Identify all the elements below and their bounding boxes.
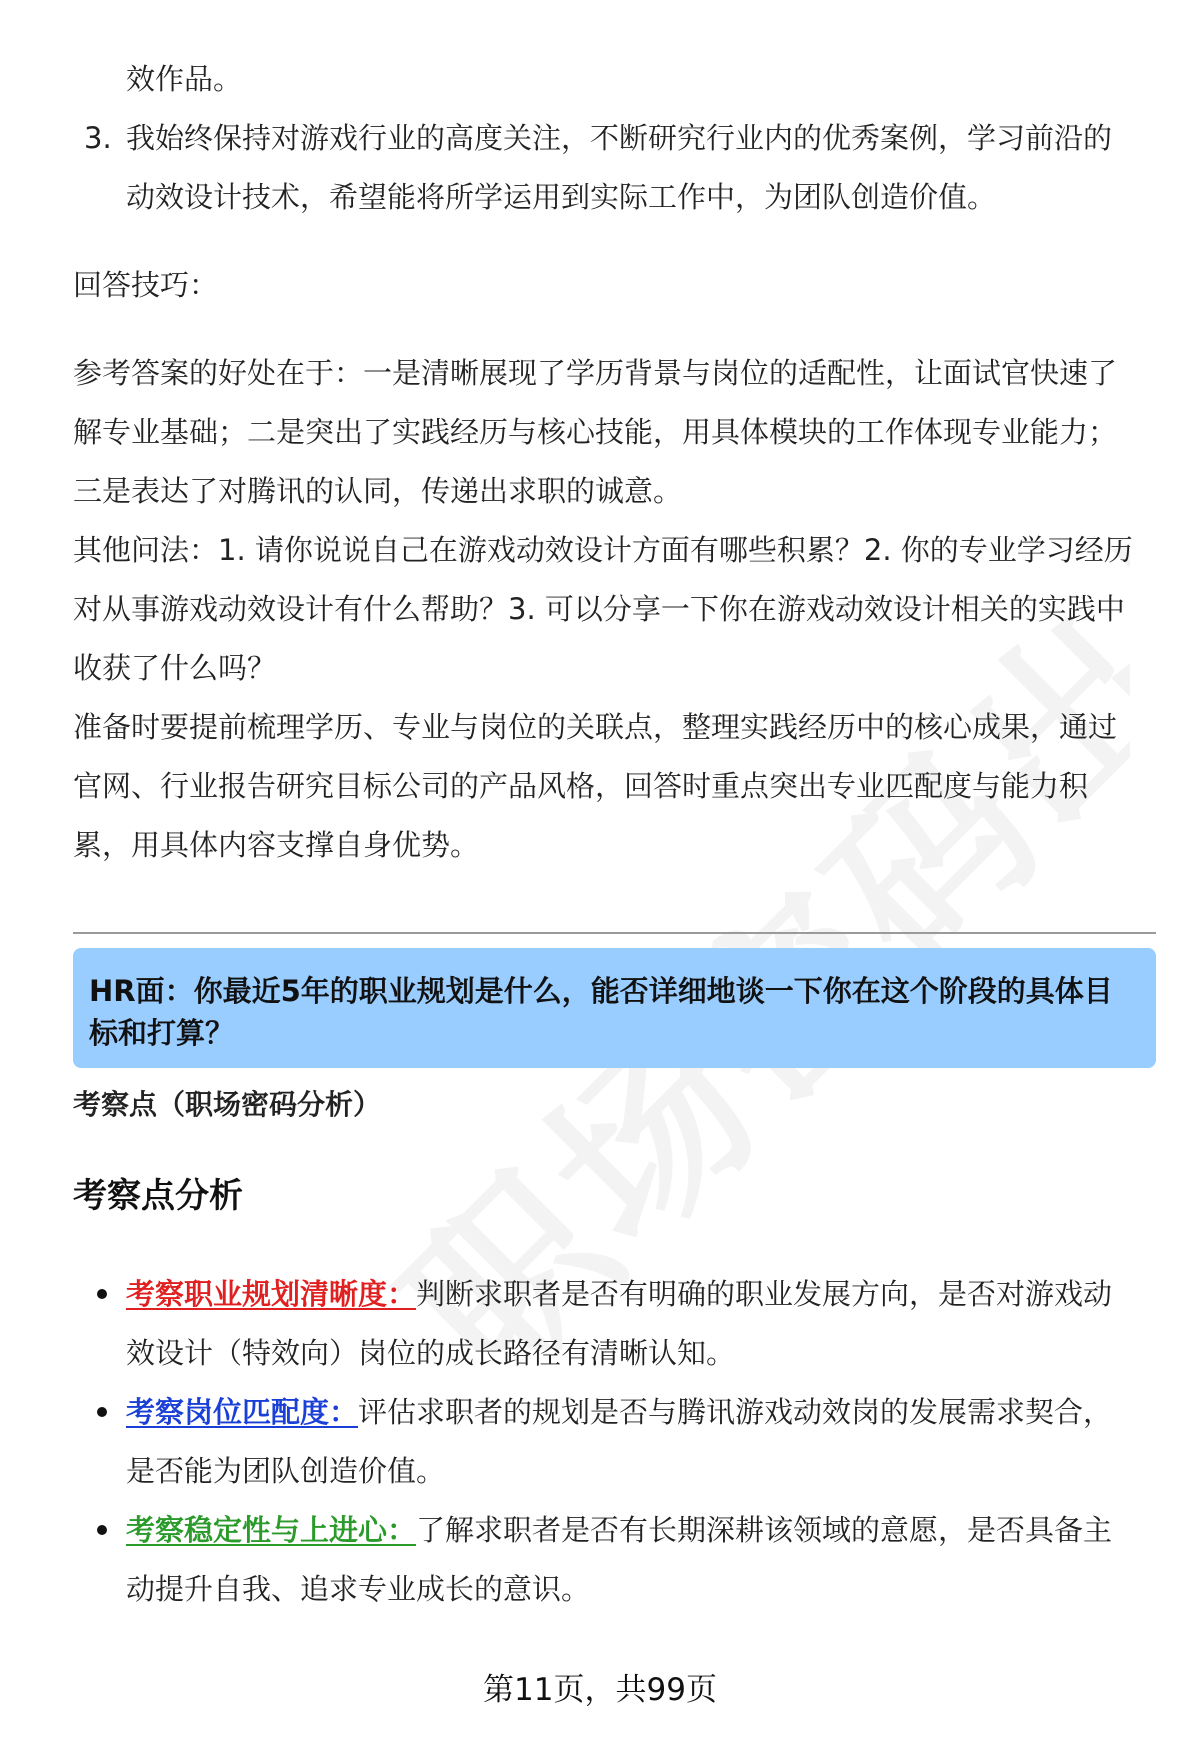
subtitle: 考察点（职场密码分析） bbox=[73, 1088, 382, 1121]
bullet-3-line-2: 动提升自我、追求专业成长的意识。 bbox=[126, 1572, 591, 1606]
tips-paragraph-2-line-1: 其他问法：1. 请你说说自己在游戏动效设计方面有哪些积累？2. 你的专业学习经历 bbox=[73, 533, 1133, 567]
section-divider bbox=[73, 932, 1156, 934]
bullet-2-keyword: 考察岗位匹配度： bbox=[126, 1395, 359, 1429]
tips-paragraph-3-line-1: 准备时要提前梳理学历、专业与岗位的关联点，整理实践经历中的核心成果，通过 bbox=[73, 710, 1118, 744]
list-item-3-line-2: 动效设计技术，希望能将所学运用到实际工作中，为团队创造价值。 bbox=[126, 180, 997, 214]
list-number-3: 3. bbox=[84, 121, 112, 155]
question-box bbox=[73, 948, 1156, 1068]
bullet-dot bbox=[97, 1407, 107, 1417]
list-item-3-line-1: 我始终保持对游戏行业的高度关注，不断研究行业内的优秀案例，学习前沿的 bbox=[126, 121, 1113, 155]
bullet-3-line-1 bbox=[126, 1501, 1156, 1560]
question-line-1: HR面：你最近5年的职业规划是什么，能否详细地谈一下你在这个阶段的具体目 bbox=[89, 974, 1113, 1008]
tips-paragraph-1-line-3: 三是表达了对腾讯的认同，传递出求职的诚意。 bbox=[73, 474, 683, 508]
list-item-2-tail: 效作品。 bbox=[126, 62, 243, 96]
bullet-1-text: 判断求职者是否有明确的职业发展方向，是否对游戏动 bbox=[416, 1277, 1113, 1311]
analysis-title: 考察点分析 bbox=[73, 1176, 243, 1216]
tips-heading: 回答技巧： bbox=[73, 268, 219, 302]
bullet-3-keyword: 考察稳定性与上进心： bbox=[126, 1513, 417, 1547]
bullet-1-line-1 bbox=[126, 1265, 1156, 1324]
tips-paragraph-3-line-2: 官网、行业报告研究目标公司的产品风格，回答时重点突出专业匹配度与能力积 bbox=[73, 769, 1089, 803]
bullet-1-line-2: 效设计（特效向）岗位的成长路径有清晰认知。 bbox=[126, 1336, 736, 1370]
bullet-2-line-1 bbox=[126, 1383, 1156, 1442]
bullet-1-keyword: 考察职业规划清晰度： bbox=[126, 1277, 417, 1311]
tips-paragraph-1-line-1: 参考答案的好处在于：一是清晰展现了学历背景与岗位的适配性，让面试官快速了 bbox=[73, 356, 1118, 390]
bullet-dot bbox=[97, 1525, 107, 1535]
page-number: 第11页，共99页 bbox=[483, 1672, 717, 1708]
tips-paragraph-2-line-2: 对从事游戏动效设计有什么帮助？3. 可以分享一下你在游戏动效设计相关的实践中 bbox=[73, 592, 1125, 626]
question-line-2: 标和打算？ bbox=[89, 1016, 235, 1050]
bullet-dot bbox=[97, 1289, 107, 1299]
tips-paragraph-3-line-3: 累，用具体内容支撑自身优势。 bbox=[73, 828, 480, 862]
bullet-2-text: 评估求职者的规划是否与腾讯游戏动效岗的发展需求契合， bbox=[358, 1395, 1113, 1429]
bullet-2-line-2: 是否能为团队创造价值。 bbox=[126, 1454, 446, 1488]
bullet-3-text: 了解求职者是否有长期深耕该领域的意愿，是否具备主 bbox=[416, 1513, 1113, 1547]
tips-paragraph-2-line-3: 收获了什么吗？ bbox=[73, 651, 277, 685]
tips-paragraph-1-line-2: 解专业基础；二是突出了实践经历与核心技能，用具体模块的工作体现专业能力； bbox=[73, 415, 1118, 449]
